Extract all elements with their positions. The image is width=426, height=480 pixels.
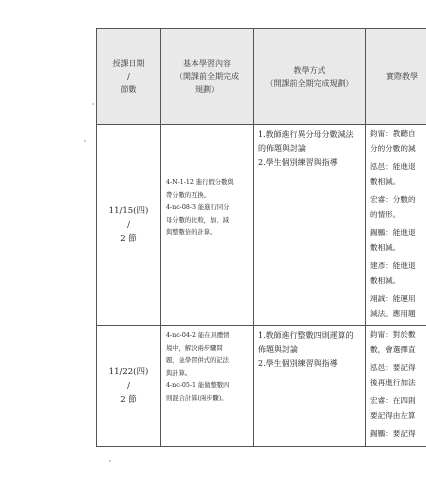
table-row — [97, 125, 426, 326]
row-method — [254, 125, 366, 326]
actual-line: 建彥：能進退 — [370, 261, 416, 270]
row-date-line: / — [127, 380, 130, 391]
header-content-line: 規劃） — [195, 85, 219, 94]
actual-line: 分的分數的減 — [370, 143, 416, 153]
lesson-plan-table-wrap — [96, 28, 426, 447]
actual-note — [370, 427, 426, 442]
scan-speck — [92, 103, 94, 105]
actual-note — [370, 193, 426, 222]
method-item: 1.教師進行異分母分數減法的佈題與討論 — [258, 130, 354, 153]
actual-line: 錫鵬：要記得 — [370, 429, 416, 438]
method-item: 2.學生個別練習與指導 — [258, 158, 338, 167]
actual-line: 宏睿：在四則 — [370, 396, 416, 405]
actual-line: 翊誠：能運用 — [370, 294, 416, 303]
row-date — [97, 125, 161, 326]
header-method — [254, 29, 366, 125]
actual-line: 鈞甯：對於數 — [370, 330, 416, 339]
scan-speck — [109, 460, 111, 462]
actual-note — [370, 328, 426, 357]
header-row — [97, 29, 426, 125]
actual-line: 數相減。 — [370, 275, 401, 285]
row-actual — [366, 326, 426, 447]
row-date-line: / — [127, 220, 130, 230]
row-date-line: 2 節 — [120, 234, 137, 244]
header-date — [97, 29, 161, 125]
actual-line: 錫鵬：能進退 — [370, 228, 416, 237]
actual-line: 減法。應用題 — [370, 308, 416, 318]
row-content: 4-N-1-12 進行假分數與 帶分數的互換。 4-nc-08-3 能進行同分 母分數的比較，加、減 與整數倍的計算。 — [161, 125, 254, 326]
row-method — [254, 326, 366, 447]
header-date-line: / — [127, 72, 130, 81]
row-date — [97, 326, 161, 447]
actual-note — [370, 160, 426, 189]
actual-line: 鈞甯：教聽自 — [370, 129, 416, 138]
row-date-line: 2 節 — [120, 394, 137, 405]
header-content-line: （開課前全期完成 — [175, 72, 239, 81]
header-content-line: 基本學習內容 — [183, 59, 231, 68]
actual-note — [370, 361, 426, 390]
header-actual-line: 實際教學 — [386, 72, 418, 81]
actual-line: 後再進行加法 — [370, 377, 416, 387]
row-content: 4-nc-04-2 能在具體情 境中，解決兩步驟問 題，並學習併式的記法 與計算。 4-nc-05-1 能做整數四 則混合計算(兩步驟)。 — [161, 326, 254, 447]
lesson-plan-table — [96, 28, 426, 447]
row-date-line: 11/22(四) — [108, 366, 149, 377]
actual-line: 數相減。 — [370, 176, 401, 186]
actual-line: 泓邑：要記得 — [370, 363, 416, 372]
header-content — [161, 29, 254, 125]
actual-line: 數相減。 — [370, 242, 401, 252]
scan-speck — [84, 140, 86, 142]
method-item: 2.學生個別練習與指導 — [258, 359, 338, 368]
actual-note — [370, 226, 426, 255]
actual-line: 要記得由左算 — [370, 410, 416, 420]
actual-note — [370, 394, 426, 423]
actual-note — [370, 127, 426, 156]
header-actual — [366, 29, 426, 125]
actual-note — [370, 292, 426, 321]
actual-note — [370, 259, 426, 288]
actual-line: 泓邑：能進退 — [370, 162, 416, 171]
header-method-line: 教學方式 — [293, 65, 326, 75]
row-date-line: 11/15(四) — [108, 206, 149, 216]
actual-line: 數，會選擇直 — [370, 344, 416, 354]
header-date-line: 節數 — [120, 85, 137, 94]
row-actual — [366, 125, 426, 326]
header-method-line: （開課前全期完成規劃） — [265, 78, 354, 88]
header-date-line: 授課日期 — [112, 59, 145, 68]
table-row — [97, 326, 426, 447]
actual-line: 的情形。 — [370, 209, 401, 219]
method-item: 1.教師進行整數四則運算的佈題與討論 — [258, 331, 354, 354]
actual-line: 宏睿：分數的 — [370, 195, 416, 204]
